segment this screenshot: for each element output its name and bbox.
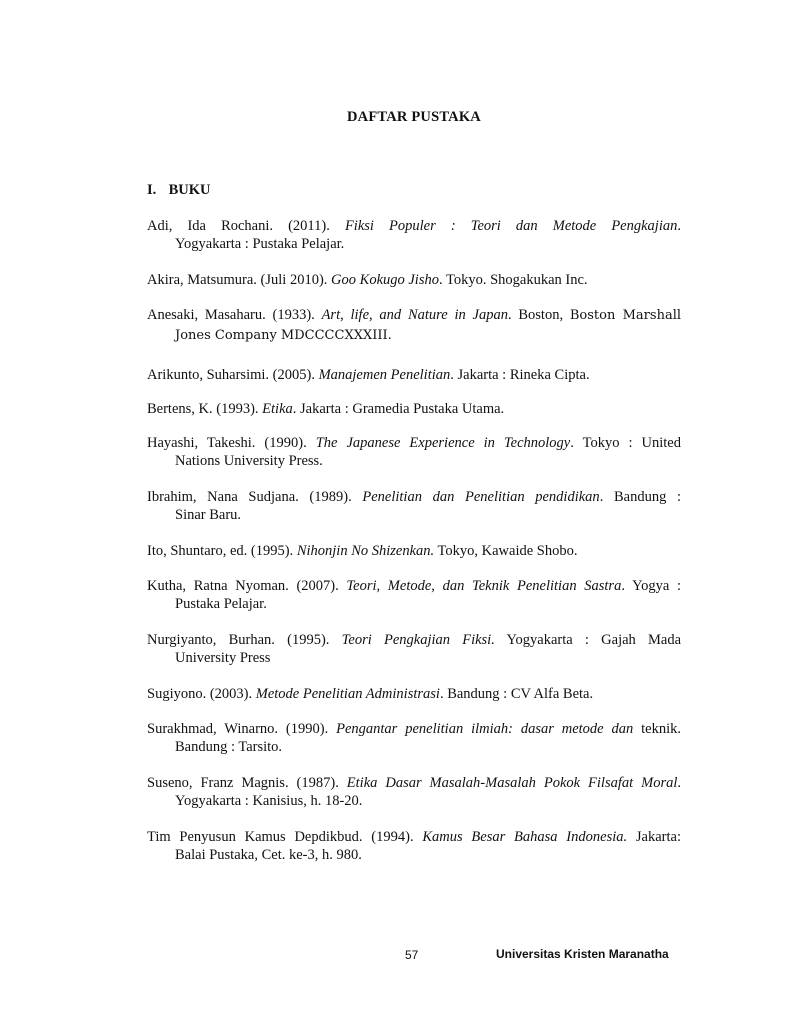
section-label: BUKU — [168, 182, 211, 198]
reference-publisher: Yogyakarta : Gajah Mada — [494, 632, 682, 648]
reference-author: Nurgiyanto, Burhan. (1995). — [147, 632, 342, 648]
reference-continuation: Yogyakarta : Pustaka Pelajar. — [175, 236, 345, 252]
reference-author: Bertens, K. (1993). — [147, 401, 263, 417]
reference-publisher: . Yogya : — [621, 578, 681, 594]
reference-title: Teori Pengkajian Fiksi. — [341, 632, 495, 648]
reference-publisher: Jakarta: — [627, 829, 681, 845]
reference-title: Etika — [262, 401, 293, 417]
reference-publisher: . Bandung : CV Alfa Beta. — [439, 686, 594, 702]
reference-publisher: Tokyo, Kawaide Shobo. — [434, 543, 578, 559]
reference-publisher-alt: Boston Marshall — [569, 308, 682, 323]
reference-continuation: Nations University Press. — [175, 453, 323, 469]
reference-title: Penelitian dan Penelitian pendidikan — [362, 489, 600, 505]
reference-continuation: Jones Company MDCCCCXXXIII. — [175, 328, 392, 343]
reference-author: Adi, Ida Rochani. (2011). — [147, 218, 345, 234]
reference-publisher: . Bandung : — [599, 489, 682, 505]
reference-title: Manajemen Penelitian — [318, 367, 451, 383]
reference-entry — [147, 685, 681, 703]
reference-entry — [147, 306, 681, 345]
reference-title: Pengantar penelitian ilmiah: dasar metode dan — [336, 721, 634, 737]
reference-entry — [147, 488, 681, 524]
reference-entry — [147, 774, 681, 810]
reference-title: Nihonjin No Shizenkan. — [296, 543, 435, 559]
reference-title: Teori, Metode, dan Teknik Penelitian Sastra — [346, 578, 622, 594]
reference-publisher: . Tokyo. Shogakukan Inc. — [438, 272, 588, 288]
reference-continuation: Sinar Baru. — [175, 507, 242, 523]
reference-author: Akira, Matsumura. (Juli 2010). — [147, 272, 332, 288]
reference-author: Ibrahim, Nana Sudjana. (1989). — [147, 489, 363, 505]
reference-entry — [147, 217, 681, 253]
reference-title: Goo Kokugo Jisho — [331, 272, 439, 288]
page-number: 57 — [405, 948, 419, 962]
reference-entry — [147, 577, 681, 613]
section-heading — [147, 182, 211, 199]
footer-institution: Universitas Kristen Maranatha — [496, 947, 669, 961]
reference-publisher: . Boston, — [507, 307, 570, 323]
reference-author: Ito, Shuntaro, ed. (1995). — [147, 543, 297, 559]
reference-continuation: Yogyakarta : Kanisius, h. 18-20. — [175, 793, 363, 809]
reference-author: Sugiyono. (2003). — [147, 686, 256, 702]
reference-entry — [147, 631, 681, 667]
reference-entry — [147, 828, 681, 864]
reference-entry — [147, 434, 681, 470]
reference-continuation: Balai Pustaka, Cet. ke-3, h. 980. — [175, 847, 362, 863]
page-title: DAFTAR PUSTAKA — [347, 109, 481, 125]
reference-entry — [147, 720, 681, 756]
reference-author: Surakhmad, Winarno. (1990). — [147, 721, 337, 737]
reference-entry — [147, 400, 681, 418]
reference-title: Kamus Besar Bahasa Indonesia. — [422, 829, 628, 845]
reference-title: Fiksi Populer : Teori dan Metode Pengkajian — [344, 218, 678, 234]
reference-author: Anesaki, Masaharu. (1933). — [147, 307, 322, 323]
reference-entry — [147, 542, 681, 560]
reference-title: Etika Dasar Masalah-Masalah Pokok Filsafat Moral — [346, 775, 678, 791]
reference-title: Metode Penelitian Administrasi — [255, 686, 440, 702]
reference-publisher: teknik. — [633, 721, 681, 737]
reference-author: Suseno, Franz Magnis. (1987). — [147, 775, 347, 791]
reference-publisher: . Jakarta : Gramedia Pustaka Utama. — [292, 401, 505, 417]
reference-author: Hayashi, Takeshi. (1990). — [147, 435, 316, 451]
reference-publisher: . Jakarta : Rineka Cipta. — [450, 367, 590, 383]
reference-publisher: . — [677, 218, 681, 234]
reference-entry — [147, 366, 681, 384]
reference-entry — [147, 271, 681, 289]
reference-continuation: University Press — [175, 650, 271, 666]
reference-continuation: Pustaka Pelajar. — [175, 596, 267, 612]
reference-title: The Japanese Experience in Technology — [315, 435, 571, 451]
reference-publisher: . — [677, 775, 681, 791]
reference-title: Art, life, and Nature in Japan — [321, 307, 508, 323]
reference-continuation: Bandung : Tarsito. — [175, 739, 283, 755]
reference-author: Tim Penyusun Kamus Depdikbud. (1994). — [147, 829, 423, 845]
section-number: I. — [147, 182, 157, 198]
reference-publisher: . Tokyo : United — [570, 435, 681, 451]
reference-author: Kutha, Ratna Nyoman. (2007). — [147, 578, 347, 594]
reference-author: Arikunto, Suharsimi. (2005). — [147, 367, 319, 383]
